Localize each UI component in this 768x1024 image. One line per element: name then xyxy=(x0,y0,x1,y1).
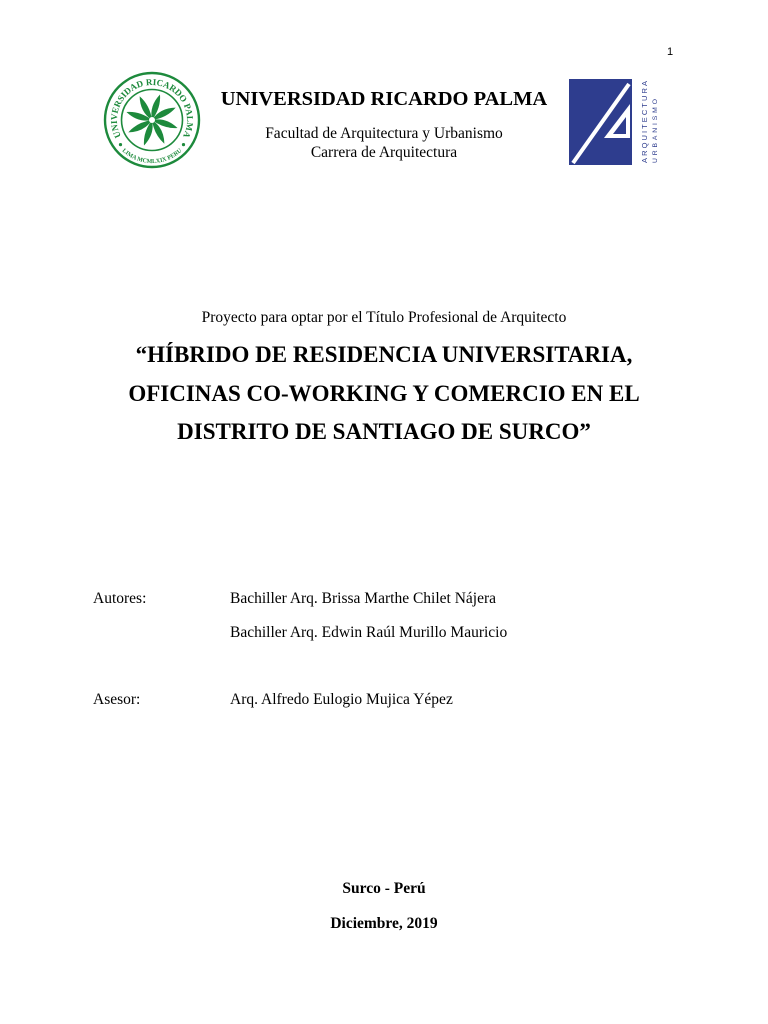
place-line: Surco - Perú xyxy=(342,880,426,897)
logo-word-urbanismo: URBANISMO xyxy=(652,99,659,163)
date-line: Diciembre, 2019 xyxy=(330,915,438,932)
career-name: Carrera de Arquitectura xyxy=(310,144,458,161)
page-number: 1 xyxy=(666,46,674,58)
title-line: “HÍBRIDO DE RESIDENCIA UNIVERSITARIA, xyxy=(135,342,633,367)
seal-ring-top-lettering: UNIVERSIDAD RICARDO PALMA xyxy=(108,76,196,140)
project-label: Proyecto para optar por el Título Profesional de Arquitecto xyxy=(201,309,567,326)
pinwheel-center xyxy=(149,117,155,123)
advisor-name: Arq. Alfredo Eulogio Mujica Yépez xyxy=(230,691,453,708)
title-line: OFICINAS CO-WORKING Y COMERCIO EN EL xyxy=(128,380,640,406)
faculty-name: Facultad de Arquitectura y Urbanismo xyxy=(265,125,503,142)
title-line: DISTRITO DE SANTIAGO DE SURCO” xyxy=(177,419,591,444)
seal-ring-bottom-lettering: LIMA MCMLXIX PERU xyxy=(120,147,184,166)
university-name: UNIVERSIDAD RICARDO PALMA xyxy=(220,88,548,110)
authors-label: Autores: xyxy=(93,590,147,607)
advisor-label: Asesor: xyxy=(93,691,141,708)
author-name: Bachiller Arq. Edwin Raúl Murillo Mauricio xyxy=(230,624,508,641)
thesis-title xyxy=(0,336,768,452)
logo-word-arquitectura: ARQUITECTURA xyxy=(640,81,649,163)
faculty-logo xyxy=(566,76,662,168)
author-name: Bachiller Arq. Brissa Marthe Chilet Nájera xyxy=(230,590,497,607)
